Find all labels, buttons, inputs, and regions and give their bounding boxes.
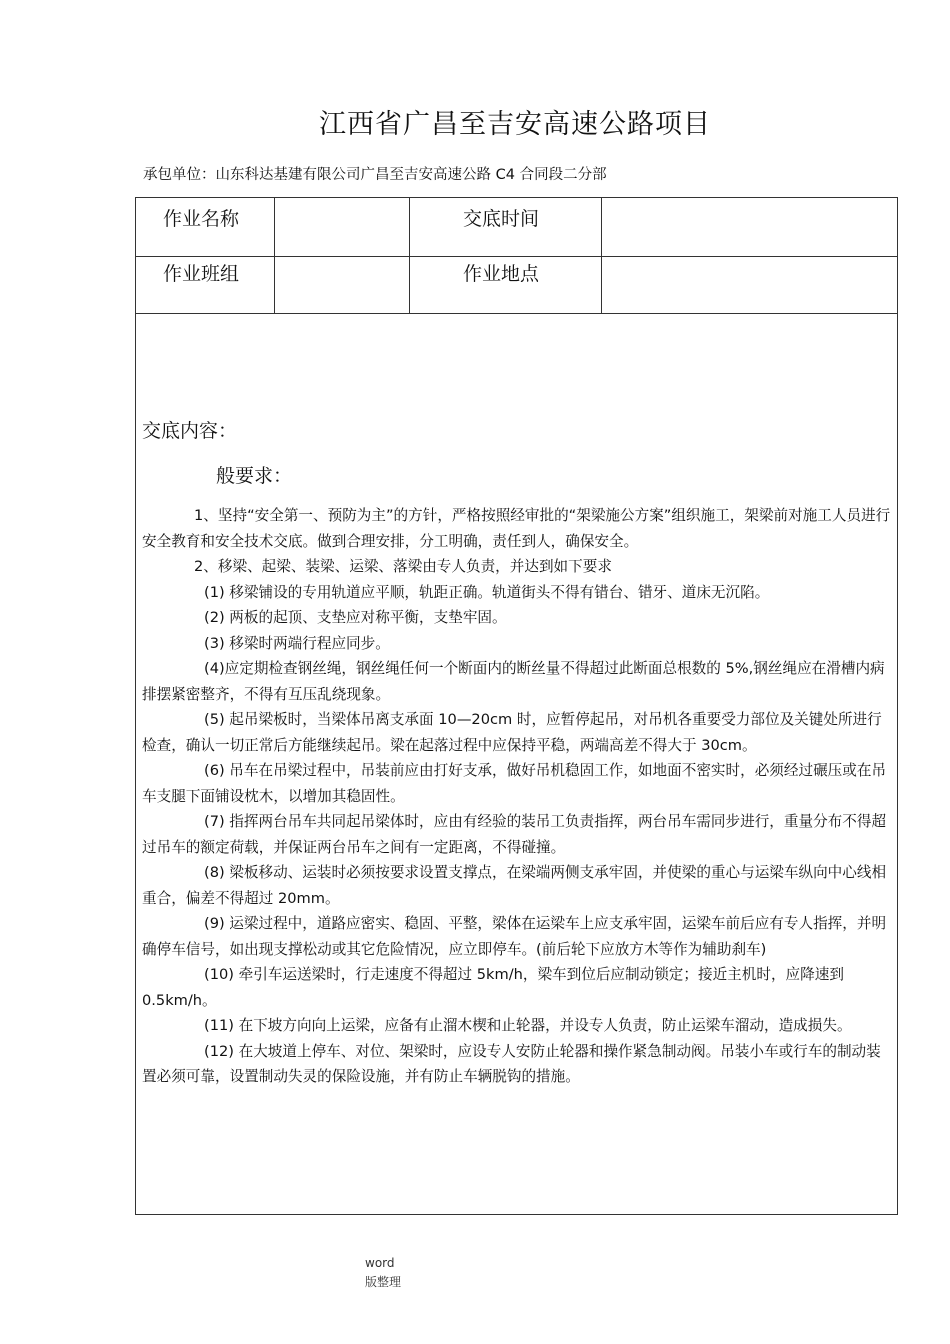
paragraph: (6) 吊车在吊梁过程中，吊装前应由打好支承，做好吊机稳固工作，如地面不密实时，必须经过碾压或在吊车支腿下面铺设枕木，以增加其稳固性。: [142, 762, 887, 805]
paragraph: (11) 在下坡方向向上运梁，应备有止溜木楔和止轮器，并设专人负责，防止运梁车溜动，造成损失。: [204, 1017, 852, 1034]
paragraph: (3) 移梁时两端行程应同步。: [204, 634, 390, 652]
paragraph: (2) 两板的起顶、支垫应对称平衡，支垫牢固。: [204, 609, 507, 626]
paragraph: (8) 梁板移动、运装时必须按要求设置支撑点，在梁端两侧支承牢固，并使梁的重心与运梁车纵向中心线相重合，偏差不得超过 20mm。: [142, 864, 887, 907]
document-title: 江西省广昌至吉安高速公路项目: [319, 109, 711, 140]
footer-note: 版整理: [365, 1275, 402, 1289]
grid-divider: [136, 256, 897, 257]
paragraph: (10) 牵引车运送梁时，行走速度不得超过 5km/h，梁车到位后应制动锁定；接近主机时，应降速到 0.5km/h。: [142, 966, 844, 1009]
paragraph: (5) 起吊梁板时，当梁体吊离支承面 10—20cm 时，应暂停起吊，对吊机各重要受力部位及关键处所进行检查，确认一切正常后方能继续起吊。梁在起落过程中应保持平稳，两端高差不得大于 30cm。: [142, 711, 882, 754]
paragraph: 1、坚持“安全第一、预防为主”的方针，严格按照经审批的“架梁施公方案”组织施工，架梁前对施工人员进行安全教育和安全技术交底。做到合理安排，分工明确，责任到人，确保安全。: [142, 507, 891, 550]
footer-word: word: [365, 1256, 395, 1270]
paragraph: (4)应定期检查钢丝绳，钢丝绳任何一个断面内的断丝量不得超过此断面总根数的 5%,钢丝绳应在滑槽内病排摆紧密整齐，不得有互压乱绕现象。: [142, 660, 885, 703]
paragraph: (7) 指挥两台吊车共同起吊梁体时，应由有经验的装吊工负责指挥，两台吊车需同步进行，重量分布不得超过吊车的额定荷载，并保证两台吊车之间有一定距离，不得碰撞。: [142, 813, 887, 856]
paragraph: (1) 移梁铺设的专用轨道应平顺，轨距正确。轨道街头不得有错台、错牙、道床无沉陷。: [204, 583, 770, 601]
handover-form: [135, 197, 898, 1215]
work-team-label: 作业班组: [163, 263, 240, 285]
general-requirements-heading: 般要求：: [216, 465, 293, 487]
paragraph: 2、移梁、起梁、装梁、运梁、落梁由专人负责，并达到如下要求: [194, 558, 612, 575]
paragraph: (12) 在大坡道上停车、对位、架梁时，应设专人安防止轮器和操作紧急制动阀。吊装小车或行车的制动装置必须可靠，设置制动失灵的保险设施，并有防止车辆脱钩的措施。: [142, 1042, 881, 1085]
work-name-label: 作业名称: [163, 208, 240, 230]
handover-time-label: 交底时间: [463, 208, 540, 230]
work-location-label: 作业地点: [463, 263, 540, 285]
requirements-body: [142, 503, 894, 1090]
content-heading: 交底内容：: [142, 420, 238, 442]
paragraph: (9) 运梁过程中，道路应密实、稳固、平整，梁体在运梁车上应支承牢固，运梁车前后应有专人指挥，并明确停车信号，如出现支撑松动或其它危险情况，应立即停车。(前后轮下应放方木等作为辅助刹车): [142, 915, 887, 958]
contractor-line: 承包单位：山东科达基建有限公司广昌至吉安高速公路 C4 合同段二分部: [143, 167, 607, 183]
grid-divider: [136, 313, 897, 314]
